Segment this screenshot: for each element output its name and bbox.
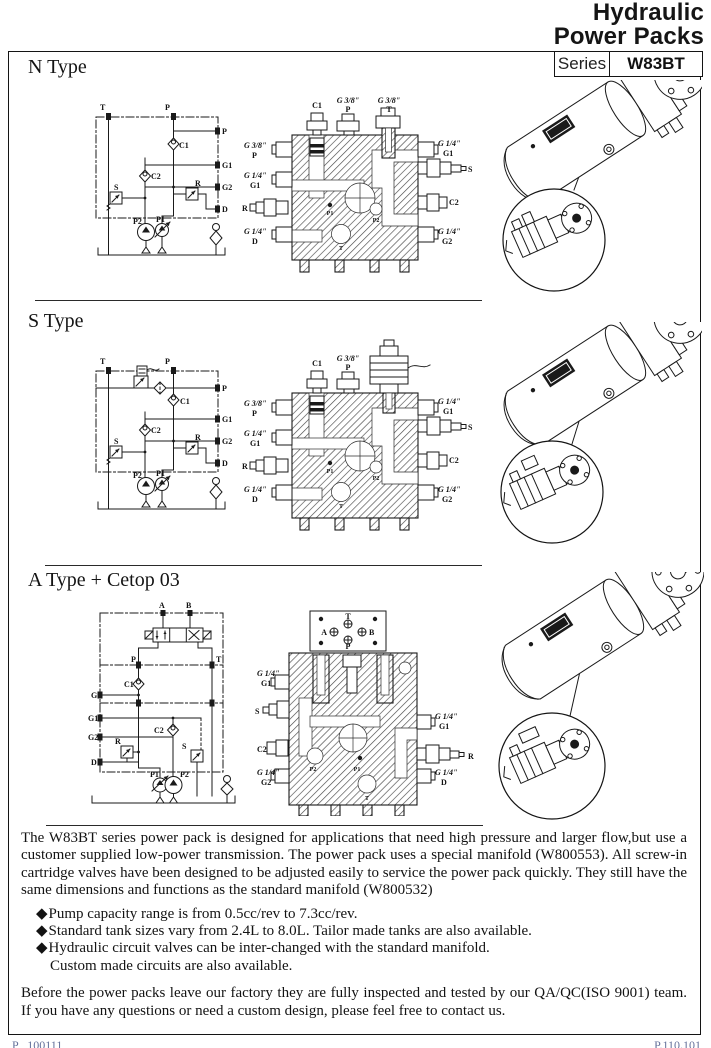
diagram-label: G2	[442, 237, 453, 246]
footer-note-left: P 100111	[12, 1038, 63, 1048]
diagram-label: R	[242, 204, 248, 213]
diagram-label: T	[364, 796, 370, 802]
diagram-label: P	[345, 105, 351, 114]
diagram-label: G 1/4"	[257, 768, 280, 777]
tank	[482, 572, 704, 720]
diagram-label: D	[222, 205, 228, 214]
diagram-label: R	[242, 462, 248, 471]
feature-text: Pump capacity range is from 0.5cc/rev to 7.3cc/rev.	[48, 905, 358, 922]
diagram-label: P	[345, 642, 351, 651]
diagram-label: G 3/8"	[336, 354, 360, 363]
diagram-label: G2	[88, 733, 99, 742]
diagram-label: G1	[261, 679, 272, 688]
diagram-label: D	[252, 495, 258, 504]
diagram-label: T	[100, 357, 106, 366]
section-heading-s-type: S Type	[28, 310, 84, 332]
diagram-label: C1	[180, 397, 190, 406]
diagram-label: A	[159, 601, 165, 610]
product-rendering-a-type	[482, 572, 704, 820]
section-divider	[46, 825, 483, 826]
diagram-label: P	[222, 127, 227, 136]
diagram-label: G2	[222, 437, 233, 446]
diagram-label: T	[386, 105, 392, 114]
diagram-label: P2	[372, 476, 380, 482]
diagram-label: D	[441, 778, 447, 787]
diamond-bullet-icon: ◆	[36, 923, 48, 940]
diagram-label: P	[345, 363, 351, 372]
manifold-drawing-a-type	[255, 598, 483, 816]
circuit-diagram-s-type	[86, 352, 256, 524]
description-block	[21, 830, 687, 1020]
diagram-label: G 1/4"	[244, 171, 267, 180]
diagram-label: C1	[312, 359, 322, 368]
diagram-label: D	[91, 758, 97, 767]
diagram-label: A	[321, 628, 327, 637]
diamond-bullet-icon: ◆	[36, 905, 48, 922]
diagram-label: G 1/4"	[438, 227, 461, 236]
diagram-label: R	[468, 752, 474, 761]
diagram-label: G	[91, 691, 98, 700]
diagram-label: G 1/4"	[438, 397, 461, 406]
diagram-label: C1	[124, 680, 134, 689]
diagram-label: G1	[250, 181, 261, 190]
diagram-label: P1	[326, 469, 334, 475]
diagram-label: G 1/4"	[438, 139, 461, 148]
diagram-label: P2	[133, 217, 142, 226]
diagram-label: B	[369, 628, 375, 637]
diagram-label: G 1/4"	[244, 485, 267, 494]
feature-item-continuation: Custom made circuits are also available.	[50, 957, 293, 974]
diagram-label: T	[216, 655, 222, 664]
diagram-label: G1	[88, 714, 99, 723]
manifold-drawing-n-type	[242, 92, 474, 284]
diagram-label: P	[252, 151, 257, 160]
diagram-label: B	[186, 601, 192, 610]
diagram-label: G 1/4"	[244, 429, 267, 438]
diagram-label: P1	[156, 215, 165, 224]
doc-title	[554, 1, 704, 50]
series-box	[554, 51, 703, 77]
diagram-label: C2	[257, 745, 267, 754]
diagram-label: G 1/4"	[435, 768, 458, 777]
tank	[482, 322, 702, 466]
section-divider	[45, 565, 482, 566]
diagram-label: S	[182, 742, 187, 751]
diagram-label: C2	[449, 198, 459, 207]
diagram-label: S	[468, 423, 473, 432]
diagram-label: C1	[312, 101, 322, 110]
diagram-label: G2	[442, 495, 453, 504]
diagram-label: T	[100, 103, 106, 112]
diagram-label: P2	[372, 218, 380, 224]
diagram-label: P2	[309, 767, 317, 773]
diagram-label: P2	[133, 471, 142, 480]
diagram-label: G1	[222, 415, 233, 424]
diamond-bullet-icon: ◆	[36, 940, 48, 957]
diagram-label: G1	[222, 161, 233, 170]
product-rendering-s-type	[482, 322, 702, 548]
circuit-diagram-n-type	[86, 98, 256, 268]
diagram-label: G2	[261, 778, 272, 787]
diagram-label: G2	[222, 183, 233, 192]
diagram-label: G 3/8"	[244, 399, 267, 408]
feature-text: Hydraulic circuit valves can be inter-changed with the standard manifold.	[48, 940, 490, 957]
diagram-label: G1	[443, 407, 454, 416]
diagram-label: C2	[151, 172, 161, 181]
feature-list	[21, 906, 687, 976]
diagram-label: G 1/4"	[257, 669, 280, 678]
diagram-label: P	[165, 357, 170, 366]
diagram-label: P1	[156, 469, 165, 478]
series-label: Series	[555, 52, 610, 76]
diagram-label: G1	[443, 149, 454, 158]
diagram-label: P	[165, 103, 170, 112]
diagram-label: G 1/4"	[244, 227, 267, 236]
doc-title-line1: Hydraulic	[592, 0, 704, 26]
diagram-label: P	[131, 655, 136, 664]
diagram-label: S	[468, 165, 473, 174]
diagram-label: P2	[180, 770, 189, 779]
series-value: W83BT	[627, 54, 685, 73]
feature-item	[21, 940, 687, 957]
section-divider	[35, 300, 482, 301]
diagram-label: G 3/8"	[377, 96, 401, 105]
diagram-label: P1	[353, 767, 361, 773]
diagram-label: T	[338, 246, 344, 252]
diagram-label: C2	[151, 426, 161, 435]
diagram-label: P1	[150, 770, 159, 779]
diagram-label: C1	[179, 141, 189, 150]
diagram-label: R	[195, 433, 201, 442]
diagram-label: R	[115, 737, 121, 746]
description-paragraph-2: Before the power packs leave our factory they are fully inspected and tested by our QA/QC(ISO 9001) team. If you have any questions or need a custom design, please feel free to contact us.	[21, 985, 687, 1019]
diagram-label: P1	[326, 211, 334, 217]
footer-note-right: P.110.101	[654, 1038, 701, 1048]
diagram-label: S	[255, 707, 260, 716]
diagram-label: C2	[154, 726, 164, 735]
section-heading-a-type: A Type + Cetop 03	[28, 569, 180, 591]
diagram-label: T	[345, 612, 351, 621]
diagram-label: P	[252, 409, 257, 418]
diagram-label: G 3/8"	[336, 96, 360, 105]
diagram-label: D	[252, 237, 258, 246]
diagram-label: G 1/4"	[435, 712, 458, 721]
feature-item	[21, 906, 687, 923]
diagram-label: T	[338, 504, 344, 510]
diagram-label: G 1/4"	[438, 485, 461, 494]
diagram-label: C2	[449, 456, 459, 465]
doc-title-line2: Power Packs	[553, 23, 704, 51]
diagram-label: G1	[250, 439, 261, 448]
diagram-label: G 3/8"	[244, 141, 267, 150]
section-heading-n-type: N Type	[28, 56, 87, 78]
manifold-drawing-s-type	[242, 330, 474, 542]
diagram-label: G1	[439, 722, 450, 731]
diagram-label: S	[114, 437, 119, 446]
product-rendering-n-type	[482, 80, 702, 295]
feature-item	[21, 923, 687, 940]
diagram-label: S	[114, 183, 119, 192]
tank	[485, 80, 702, 222]
description-paragraph-1: The W83BT series power pack is designed for applications that need high pressure and larger flow,but use a customer supplied low-power transmission. The power pack uses a special manifold (W800553). All screw-in cartridge valves have been designed to be adjusted easily to service the power pack quickly. They still have the same dimensions and functions as the standard manifold (W800532)	[21, 830, 687, 899]
diagram-label: D	[222, 459, 228, 468]
feature-text: Standard tank sizes vary from 2.4L to 8.0L. Tailor made tanks are also available.	[48, 923, 532, 940]
diagram-label: R	[195, 179, 201, 188]
circuit-diagram-a-type	[88, 598, 248, 808]
diagram-label: P	[222, 384, 227, 393]
